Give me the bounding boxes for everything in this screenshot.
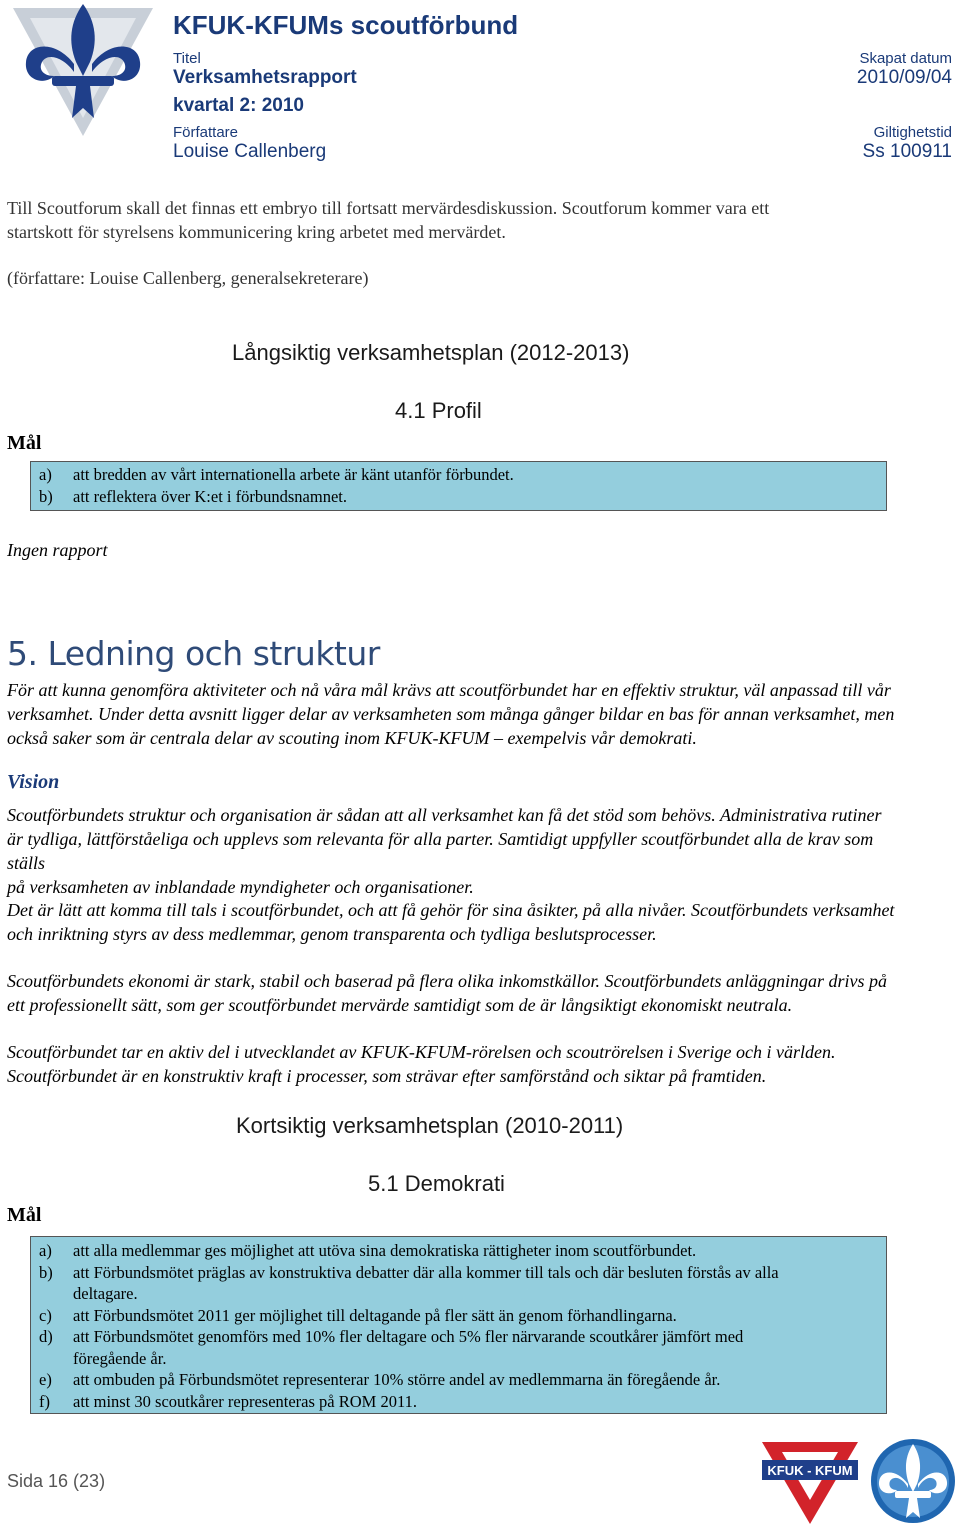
goals-box — [30, 1236, 887, 1414]
goal-line: deltagare. — [73, 1284, 138, 1303]
vision-line: Scoutförbundets ekonomi är stark, stabil och baserad på flera olika inkomstkällor. Scoutförbundets anläggningar drivs på — [7, 971, 887, 991]
section-intro-line: verksamhet. Under detta avsnitt ligger delar av verksamheten som många gånger bildar en bas för annan verksamhet, men — [7, 704, 895, 724]
author-value: Louise Callenberg — [173, 141, 327, 162]
vision-line: Scoutförbundet tar en aktiv del i utvecklandet av KFUK-KFUM-rörelsen och scoutrörelsen i Sverige och i världen. — [7, 1042, 836, 1062]
goal-item — [39, 464, 878, 486]
status-note: Ingen rapport — [7, 540, 108, 560]
organization-name: KFUK-KFUMs scoutförbund — [173, 10, 519, 40]
vision-heading: Vision — [7, 771, 60, 793]
vision-paragraph — [7, 969, 907, 1017]
goal-text: att reflektera över K:et i förbundsnamnet. — [73, 486, 347, 506]
vision-paragraph — [7, 803, 907, 899]
vision-line: Det är lätt att komma till tals i scoutförbundet, och att få gehör för sina åsikter, på alla nivåer. Scoutförbundets verksamhet — [7, 900, 895, 920]
section-intro-line: också saker som är centrala delar av scouting inom KFUK-KFUM – exempelvis vår demokrati. — [7, 728, 697, 748]
intro-paragraph — [7, 196, 907, 244]
validity-value: Ss 100911 — [862, 141, 952, 162]
created-value: 2010/09/04 — [856, 67, 952, 88]
democracy-subheading: 5.1 Demokrati — [368, 1171, 505, 1196]
goal-letter: a) — [39, 1241, 52, 1260]
document-subtitle: kvartal 2: 2010 — [173, 95, 304, 116]
kfuk-kfum-logo — [760, 1440, 860, 1526]
validity-label: Giltighetstid — [873, 124, 952, 141]
vision-line: Scoutförbundet är en konstruktiv kraft i processer, som strävar efter samförstånd och siktar på framtiden. — [7, 1066, 767, 1086]
goal-item — [39, 486, 878, 508]
intro-line: Till Scoutforum skall det finnas ett embryo till fortsatt mervärdesdiskussion. Scoutforum kommer vara ett — [7, 198, 770, 218]
section-intro-line: För att kunna genomföra aktiviteter och nå våra mål krävs att scoutförbundet har en effektiv struktur, väl anpassad till vår — [7, 680, 891, 700]
section-intro — [7, 678, 907, 750]
goal-item — [39, 1240, 878, 1262]
goal-line: att Förbundsmötet präglas av konstruktiva debatter där alla kommer till tals och där besluten förstås av alla — [73, 1262, 779, 1282]
goal-line: att ombuden på Förbundsmötet representerar 10% större andel av medlemmarna än föregående år. — [73, 1370, 721, 1389]
goal-text — [73, 1262, 878, 1305]
scout-emblem-icon — [868, 1436, 958, 1526]
vision-line: och inriktning styrs av dess medlemmar, genom transparenta och tydliga beslutsprocesser. — [7, 924, 657, 944]
goal-text — [73, 1369, 878, 1391]
intro-line: startskott för styrelsens kommunicering kring arbetet med mervärdet. — [7, 222, 506, 242]
goal-line: att alla medlemmar ges möjlighet att utöva sina demokratiska rättigheter inom scoutförbundet. — [73, 1241, 697, 1260]
logo-text: KFUK - KFUM — [767, 1463, 853, 1478]
goal-text — [73, 1305, 878, 1327]
vision-line: är tydliga, lättförståeliga och upplevs som relevanta för alla parter. Samtidigt uppfyller scoutförbundet alla de krav som ställs — [7, 829, 874, 873]
short-term-plan-heading: Kortsiktig verksamhetsplan (2010-2011) — [236, 1113, 624, 1138]
goal-text — [73, 1391, 878, 1413]
goal-letter: e) — [39, 1370, 52, 1389]
goal-letter: d) — [39, 1327, 53, 1346]
goal-item — [39, 1369, 878, 1391]
profile-subheading: 4.1 Profil — [395, 398, 482, 423]
goal-line: föregående år. — [73, 1348, 167, 1368]
long-term-plan-heading: Långsiktig verksamhetsplan (2012-2013) — [232, 340, 630, 365]
vision-paragraph — [7, 1040, 907, 1088]
vision-line: på verksamheten av inblandade myndigheter och organisationer. — [7, 877, 474, 897]
scout-lily-logo — [8, 0, 158, 140]
vision-line: Scoutförbundets struktur och organisation är sådan att all verksamhet kan få det stöd som behövs. Administrativa rutiner — [7, 805, 882, 825]
author-note: (författare: Louise Callenberg, generalsekreterare) — [7, 268, 369, 288]
goals-box — [30, 461, 887, 511]
section-title: 5. Ledning och struktur — [7, 634, 380, 673]
vision-paragraph — [7, 898, 907, 946]
goal-item — [39, 1262, 878, 1305]
goal-line: att minst 30 scoutkårer representeras på ROM 2011. — [73, 1391, 417, 1411]
goal-item — [39, 1326, 878, 1369]
document-title: Verksamhetsrapport — [173, 67, 357, 88]
goal-letter: b) — [39, 1262, 53, 1282]
goal-text: att bredden av vårt internationella arbete är känt utanför förbundet. — [73, 465, 514, 484]
goal-item — [39, 1305, 878, 1327]
vision-line: ett professionellt sätt, som ger scoutförbundet mervärde samtidigt som de är långsiktigt ekonomiskt neutrala. — [7, 995, 793, 1015]
goals-label: Mål — [7, 1204, 42, 1226]
title-label: Titel — [173, 50, 201, 67]
goal-letter: b) — [39, 486, 53, 506]
goal-letter: f) — [39, 1391, 50, 1411]
goal-letter: c) — [39, 1305, 52, 1325]
goal-line: att Förbundsmötet 2011 ger möjlighet till deltagande på fler sätt än genom förhandlingarna. — [73, 1305, 677, 1325]
goal-letter: a) — [39, 465, 52, 484]
goals-label: Mål — [7, 432, 42, 454]
author-label: Författare — [173, 124, 239, 141]
goal-line: att Förbundsmötet genomförs med 10% fler deltagare och 5% fler närvarande scoutkårer jämfört med — [73, 1327, 744, 1346]
page-number: Sida 16 (23) — [7, 1471, 106, 1491]
goal-text — [73, 1240, 878, 1262]
goal-item — [39, 1391, 878, 1413]
goal-text — [73, 1326, 878, 1369]
created-label: Skapat datum — [859, 50, 952, 67]
